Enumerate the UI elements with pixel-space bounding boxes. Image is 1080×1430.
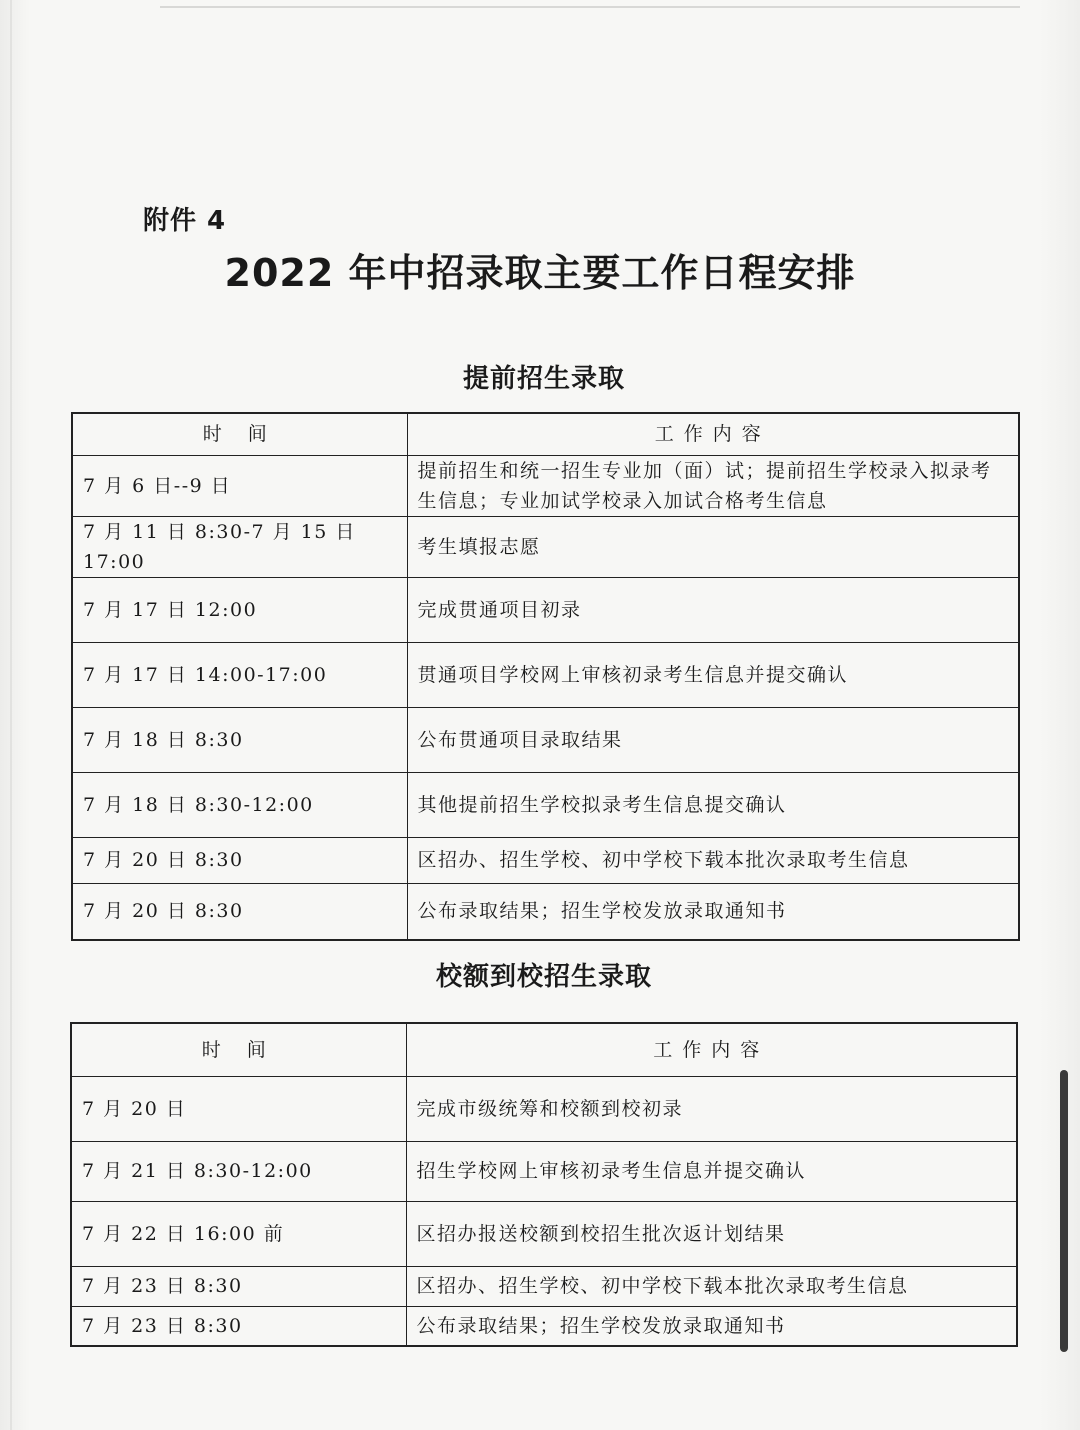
page-top-edge: [160, 6, 1020, 8]
row-time: 7 月 17 日 12:00: [72, 577, 407, 642]
row-time: 7 月 23 日 8:30: [71, 1266, 406, 1306]
row-time: 7 月 20 日 8:30: [72, 883, 407, 940]
table-row: [71, 1306, 1017, 1346]
table-row: [72, 642, 1019, 707]
header-content: 工作内容: [406, 1023, 1017, 1076]
row-content: 区招办报送校额到校招生批次返计划结果: [406, 1201, 1017, 1266]
table-row: [72, 837, 1019, 883]
row-time: 7 月 23 日 8:30: [71, 1306, 406, 1346]
table-header-row: [71, 1023, 1017, 1076]
quota-admission-table: [70, 1022, 1018, 1347]
row-content: 完成贯通项目初录: [407, 577, 1019, 642]
row-content: 区招办、招生学校、初中学校下载本批次录取考生信息: [407, 837, 1019, 883]
table-row: [72, 577, 1019, 642]
row-time: 7 月 21 日 8:30-12:00: [71, 1141, 406, 1201]
row-content: 其他提前招生学校拟录考生信息提交确认: [407, 772, 1019, 837]
scrollbar[interactable]: [1060, 1070, 1068, 1352]
header-time: 时 间: [71, 1023, 406, 1076]
table-row: [72, 455, 1019, 516]
row-content: 公布录取结果；招生学校发放录取通知书: [407, 883, 1019, 940]
row-time: 7 月 20 日 8:30: [72, 837, 407, 883]
row-time: 7 月 18 日 8:30-12:00: [72, 772, 407, 837]
row-content: 招生学校网上审核初录考生信息并提交确认: [406, 1141, 1017, 1201]
attachment-label: 附件 4: [143, 206, 227, 236]
page-left-edge: [10, 0, 12, 1430]
table-row: [71, 1076, 1017, 1141]
row-content: 贯通项目学校网上审核初录考生信息并提交确认: [407, 642, 1019, 707]
row-time: 7 月 6 日--9 日: [72, 455, 407, 516]
table-row: [71, 1201, 1017, 1266]
section-title-quota-admission: 校额到校招生录取: [435, 962, 652, 992]
row-time: 7 月 22 日 16:00 前: [71, 1201, 406, 1266]
table-row: [72, 883, 1019, 940]
table-row: [72, 772, 1019, 837]
row-time: 7 月 11 日 8:30-7 月 15 日 17:00: [72, 516, 407, 577]
header-content: 工作内容: [407, 413, 1019, 455]
table-header-row: [72, 413, 1019, 455]
table-row: [71, 1141, 1017, 1201]
row-time: 7 月 17 日 14:00-17:00: [72, 642, 407, 707]
row-content: 考生填报志愿: [407, 516, 1019, 577]
row-content: 区招办、招生学校、初中学校下载本批次录取考生信息: [406, 1266, 1017, 1306]
table-row: [71, 1266, 1017, 1306]
row-time: 7 月 20 日: [71, 1076, 406, 1141]
table-row: [72, 707, 1019, 772]
row-content: 公布贯通项目录取结果: [407, 707, 1019, 772]
early-admission-table: [71, 412, 1020, 941]
row-content: 公布录取结果；招生学校发放录取通知书: [406, 1306, 1017, 1346]
row-time: 7 月 18 日 8:30: [72, 707, 407, 772]
row-content: 提前招生和统一招生专业加（面）试；提前招生学校录入拟录考生信息；专业加试学校录入加试合格考生信息: [407, 455, 1019, 516]
table-row: [72, 516, 1019, 577]
row-content: 完成市级统筹和校额到校初录: [406, 1076, 1017, 1141]
document-title: 2022 年中招录取主要工作日程安排: [224, 251, 856, 295]
header-time: 时 间: [72, 413, 407, 455]
section-title-early-admission: 提前招生录取: [462, 364, 625, 394]
